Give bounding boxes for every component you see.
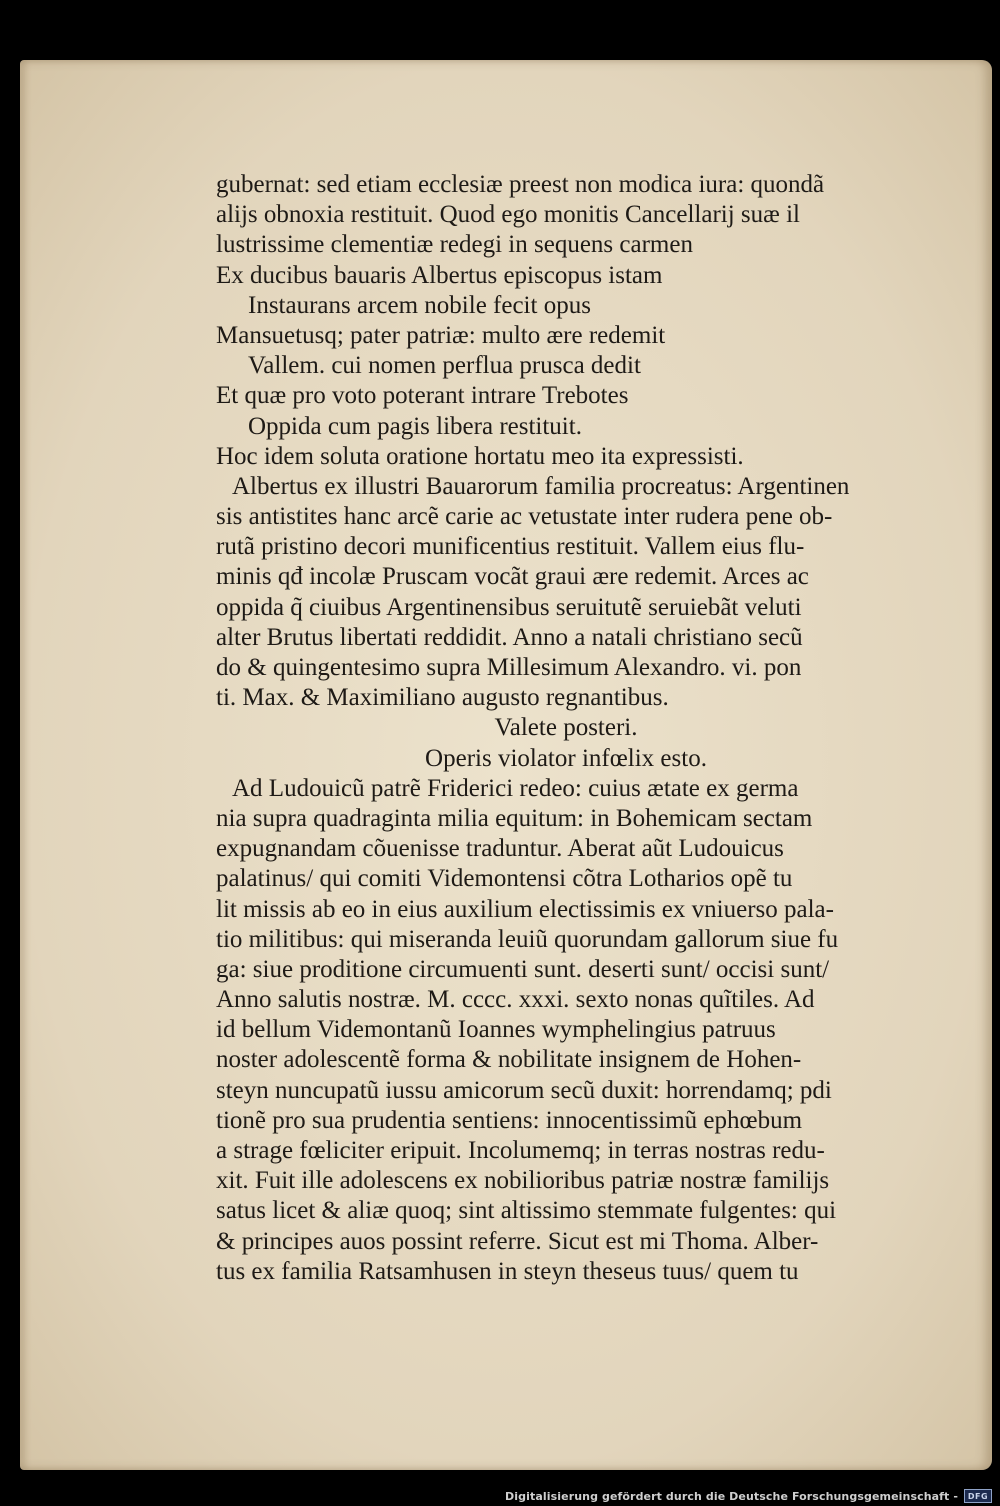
text-line: lustrissime clementiæ redegi in sequens carmen [216,231,693,259]
text-line: tionẽ pro sua prudentia sentiens: innocentissimũ ephœbum [216,1106,803,1134]
text-line: Anno salutis nostræ. M. cccc. xxxi. sexto nonas quĩtiles. Ad [216,986,815,1014]
text-line: palatinus/ qui comiti Videmontensi cõtra Lotharios opẽ tu [216,865,793,893]
text-line: ti. Max. & Maximiliano augusto regnantibus. [216,684,669,712]
text-line: sis antistites hanc arcẽ carie ac vetustate inter rudera pene ob- [216,503,833,531]
book-page [20,60,992,1470]
text-line: alter Brutus libertati reddidit. Anno a natali christiano secũ [216,623,803,651]
footer-bar [0,1486,1000,1506]
text-line: minis qđ incolæ Pruscam vocãt graui ære redemit. Arces ac [216,563,809,591]
text-line: rutã pristino decori munificentius restituit. Vallem eius flu- [216,533,805,561]
text-line: steyn nuncupatũ iussu amicorum secũ duxit: horrendamq; pdi [216,1076,832,1104]
text-line: Ad Ludouicũ patrẽ Friderici redeo: cuius ætate ex germa [232,774,799,802]
text-line: tus ex familia Ratsamhusen in steyn theseus tuus/ quem tu [216,1257,799,1285]
verse-line: Vallem. cui nomen perflua prusca dedit [248,352,641,380]
text-line: do & quingentesimo supra Millesimum Alexandro. vi. pon [216,654,802,681]
verse-line: Mansuetusq; pater patriæ: multo ære redemit [216,321,666,349]
text-line: alijs obnoxia restituit. Quod ego monitis Cancellarij suæ il [216,201,800,229]
text-line: lit missis ab eo in eius auxilium electissimis ex vniuerso pala- [216,895,834,923]
verse-line: Instaurans arcem nobile fecit opus [248,291,591,319]
text-line: xit. Fuit ille adolescens ex nobilioribus patriæ nostræ familijs [216,1167,830,1195]
page-text [216,170,916,1287]
text-line: id bellum Videmontanũ Ioannes wymphelingius patruus [216,1016,776,1044]
text-line: nia supra quadraginta milia equitum: in Bohemicam sectam [216,804,813,832]
dfg-logo: DFG [964,1489,992,1503]
funding-notice: Digitalisierung gefördert durch die Deutsche Forschungsgemeinschaft - [505,1489,958,1503]
text-line: noster adolescentẽ forma & nobilitate insignem de Hohen- [216,1046,802,1074]
text-line: a strage fœliciter eripuit. Incolumemq; in terras nostras redu- [216,1137,825,1164]
inscription-line: Valete posteri. [494,714,638,742]
text-line: Hoc idem soluta oratione hortatu meo ita expressisti. [216,442,744,470]
verse-line: Ex ducibus bauaris Albertus episcopus istam [216,261,663,289]
text-line: ga: siue proditione circumuenti sunt. deserti sunt/ occisi sunt/ [216,955,830,983]
verse-line: Oppida cum pagis libera restituit. [248,412,582,440]
text-line: tio militibus: qui miseranda leuiũ quorundam gallorum siue fu [216,925,839,953]
text-line: gubernat: sed etiam ecclesiæ preest non modica iura: quondã [216,171,825,198]
text-line: satus licet & aliæ quoq; sint altissimo stemmate fulgentes: qui [216,1197,837,1225]
text-line: & principes auos possint referre. Sicut est mi Thoma. Alber- [216,1227,819,1255]
text-line: Albertus ex illustri Bauarorum familia procreatus: Argentinen [232,472,850,500]
verse-line: Et quæ pro voto poterant intrare Trebotes [216,382,629,410]
text-line: expugnandam cõuenisse traduntur. Aberat aũt Ludouicus [216,835,784,863]
text-line: oppida q̃ ciuibus Argentinensibus seruitutẽ seruiebãt veluti [216,593,802,621]
inscription-line: Operis violator infœlix esto. [425,744,707,772]
